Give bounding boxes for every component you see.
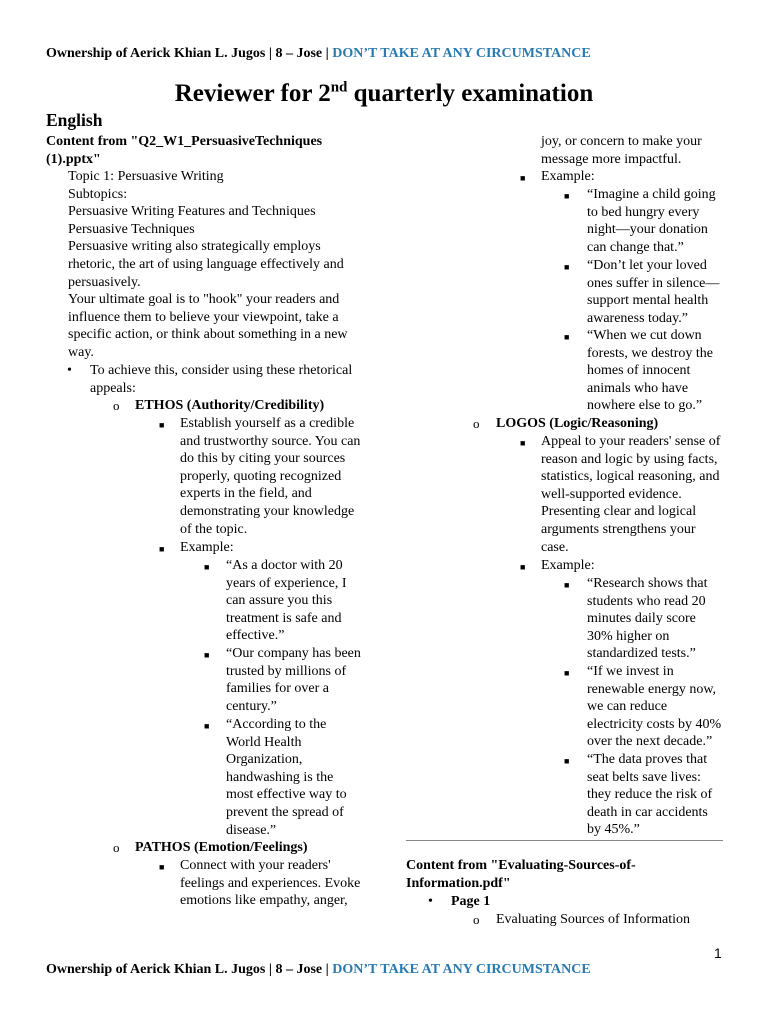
title-rest: quarterly examination xyxy=(347,80,594,107)
example-line: students who read 20 xyxy=(587,593,706,609)
ethos-desc-line: do this by citing your sources xyxy=(180,451,346,467)
intro-line: Persuasive Techniques xyxy=(68,221,195,237)
example-line: effective.” xyxy=(226,628,285,644)
example-line: “Research shows that xyxy=(587,576,708,591)
example-line: night—your donation xyxy=(587,222,708,238)
example-line: support mental health xyxy=(587,293,709,309)
title-sup: nd xyxy=(330,79,348,96)
ethos-example-label: Example: xyxy=(180,540,234,555)
example-line: homes of innocent xyxy=(587,363,691,379)
example-line: renewable energy now, xyxy=(587,681,717,697)
example-line: minutes daily score xyxy=(587,611,696,627)
intro-line: Persuasive Writing Features and Techniques xyxy=(68,204,316,220)
example-line: century.” xyxy=(226,698,277,714)
logos-example xyxy=(587,575,708,663)
example-line: most effective way to xyxy=(226,787,347,803)
page-title xyxy=(0,78,768,110)
example-line: World Health xyxy=(226,734,302,750)
circle-bullet-icon: o xyxy=(113,398,120,413)
example-line: treatment is safe and xyxy=(226,610,342,626)
logos-example-label: Example: xyxy=(541,558,595,573)
intro-line: specific action, or think about something in a new xyxy=(68,327,348,343)
pathos-example xyxy=(587,186,716,256)
circle-bullet-icon: o xyxy=(473,912,480,927)
square-bullet-icon: ■ xyxy=(564,262,570,272)
page-item: Evaluating Sources of Information xyxy=(496,912,691,927)
source-line: Content from "Q2_W1_PersuasiveTechniques xyxy=(46,134,323,149)
pathos-heading: PATHOS (Emotion/Feelings) xyxy=(135,840,308,855)
logos-desc-line: statistics, logical reasoning, and xyxy=(541,469,720,485)
ethos-desc-line: Establish yourself as a credible xyxy=(180,416,355,431)
square-bullet-icon: ■ xyxy=(564,580,570,590)
example-line: “If we invest in xyxy=(587,664,674,679)
intro-line: rhetoric, the art of using language effectively and xyxy=(68,256,344,272)
example-line: handwashing is the xyxy=(226,769,334,785)
ethos-desc-line: properly, quoting recognized xyxy=(180,468,342,484)
logos-desc-line: Presenting clear and logical xyxy=(541,504,697,520)
square-bullet-icon: ■ xyxy=(159,862,165,872)
example-line: animals who have xyxy=(587,380,689,396)
example-line: we can reduce xyxy=(587,699,668,715)
example-line: they reduce the risk of xyxy=(587,787,713,803)
example-line: can change that.” xyxy=(587,239,684,255)
square-bullet-icon: ■ xyxy=(159,420,165,430)
example-line: “The data proves that xyxy=(587,752,708,767)
intro-line: Topic 1: Persuasive Writing xyxy=(68,169,224,184)
square-bullet-icon: ■ xyxy=(204,721,210,731)
square-bullet-icon: ■ xyxy=(564,668,570,678)
pathos-desc-line: joy, or concern to make your xyxy=(541,134,702,149)
logos-example xyxy=(587,751,712,839)
ethos-example xyxy=(226,716,347,839)
intro-line: persuasively. xyxy=(68,274,141,290)
square-bullet-icon: ■ xyxy=(564,332,570,342)
source-heading xyxy=(406,857,636,892)
ethos-desc-line: and trustworthy source. You can xyxy=(180,433,361,449)
pathos-desc-line: emotions like empathy, anger, xyxy=(180,893,348,909)
source-heading xyxy=(46,133,322,168)
ethos-heading: ETHOS (Authority/Credibility) xyxy=(135,398,325,413)
page-footer xyxy=(46,961,591,979)
example-line: “According to the xyxy=(226,717,327,732)
square-bullet-icon: ■ xyxy=(564,191,570,201)
example-line: to bed hungry every xyxy=(587,204,700,220)
example-line: electricity costs by 40% xyxy=(587,716,722,732)
source-line: Information.pdf" xyxy=(406,875,511,891)
square-bullet-icon: ■ xyxy=(564,756,570,766)
square-bullet-icon: ■ xyxy=(204,650,210,660)
example-line: Organization, xyxy=(226,752,303,768)
example-line: disease.” xyxy=(226,822,277,838)
disc-bullet-icon: • xyxy=(67,363,72,378)
logos-example xyxy=(587,663,721,751)
subject-heading: English xyxy=(46,110,103,130)
appeals-line: To achieve this, consider using these rhetorical xyxy=(90,363,353,378)
example-line: “Don’t let your loved xyxy=(587,258,707,273)
pathos-example-label: Example: xyxy=(541,169,595,184)
ethos-example xyxy=(226,645,361,715)
example-line: over the next decade.” xyxy=(587,734,713,750)
square-bullet-icon: ■ xyxy=(520,438,526,448)
logos-desc-line: arguments strengthens your xyxy=(541,521,696,537)
example-line: prevent the spread of xyxy=(226,804,344,820)
pathos-example xyxy=(587,327,713,415)
pathos-desc-line: Connect with your readers' xyxy=(180,858,331,873)
ethos-desc-line: demonstrating your knowledge xyxy=(180,503,355,519)
logos-desc-line: Appeal to your readers' sense of xyxy=(541,434,721,449)
source-line: Content from "Evaluating-Sources-of- xyxy=(406,858,636,873)
ethos-example xyxy=(226,557,346,645)
ethos-description xyxy=(180,415,360,538)
square-bullet-icon: ■ xyxy=(520,173,526,183)
example-line: “Our company has been xyxy=(226,646,361,661)
example-line: “As a doctor with 20 xyxy=(226,558,343,573)
logos-heading: LOGOS (Logic/Reasoning) xyxy=(496,416,659,431)
ethos-desc-line: experts in the field, and xyxy=(180,486,312,502)
pathos-desc-line: feelings and experiences. Evoke xyxy=(180,875,361,891)
title-main: Reviewer for 2 xyxy=(174,80,331,107)
intro-line: influence them to believe your viewpoint, take a xyxy=(68,309,339,325)
example-line: by 45%.” xyxy=(587,822,640,838)
example-line: awareness today.” xyxy=(587,310,688,326)
square-bullet-icon: ■ xyxy=(204,562,210,572)
disc-bullet-icon: • xyxy=(428,894,433,909)
footer-owner: Ownership of Aerick Khian L. Jugos | 8 – Jose | xyxy=(46,962,333,977)
example-line: forests, we destroy the xyxy=(587,345,713,361)
example-line: 30% higher on xyxy=(587,628,670,644)
logos-description xyxy=(541,433,720,556)
square-bullet-icon: ■ xyxy=(520,562,526,572)
example-line: trusted by millions of xyxy=(226,663,347,679)
pathos-continued xyxy=(541,133,702,168)
example-line: years of experience, I xyxy=(226,575,347,591)
example-line: families for over a xyxy=(226,681,330,697)
example-line: death in car accidents xyxy=(587,804,708,820)
intro-line: Your ultimate goal is to "hook" your readers and xyxy=(68,292,340,308)
example-line: can assure you this xyxy=(226,593,333,609)
footer-warning: DON’T TAKE AT ANY CIRCUMSTANCE xyxy=(332,962,591,977)
circle-bullet-icon: o xyxy=(113,840,120,855)
intro-line: Persuasive writing also strategically employs xyxy=(68,239,321,255)
appeals-intro xyxy=(90,362,352,397)
page-label: Page 1 xyxy=(451,894,491,909)
appeals-line: appeals: xyxy=(90,380,136,396)
header-owner: Ownership of Aerick Khian L. Jugos | 8 – Jose | xyxy=(46,46,333,61)
page-header xyxy=(46,45,591,63)
intro-line: Subtopics: xyxy=(68,186,128,202)
example-line: “When we cut down xyxy=(587,328,702,343)
pathos-example xyxy=(587,257,719,327)
logos-desc-line: case. xyxy=(541,539,569,555)
source-line: (1).pptx" xyxy=(46,151,101,167)
logos-desc-line: well-supported evidence. xyxy=(541,486,682,502)
page-number: 1 xyxy=(714,945,722,961)
logos-desc-line: reason and logic by using facts, xyxy=(541,451,718,467)
example-line: “Imagine a child going xyxy=(587,187,716,202)
header-warning: DON’T TAKE AT ANY CIRCUMSTANCE xyxy=(332,46,591,61)
square-bullet-icon: ■ xyxy=(159,544,165,554)
pathos-description xyxy=(180,857,360,910)
circle-bullet-icon: o xyxy=(473,416,480,431)
example-line: seat belts save lives: xyxy=(587,769,701,785)
example-line: standardized tests.” xyxy=(587,646,696,662)
ethos-desc-line: of the topic. xyxy=(180,521,248,537)
section-divider xyxy=(406,840,723,841)
intro-line: way. xyxy=(68,344,94,360)
example-line: ones suffer in silence— xyxy=(587,275,720,291)
example-line: nowhere else to go.” xyxy=(587,398,703,414)
intro-text xyxy=(68,168,348,362)
pathos-desc-line: message more impactful. xyxy=(541,151,682,167)
